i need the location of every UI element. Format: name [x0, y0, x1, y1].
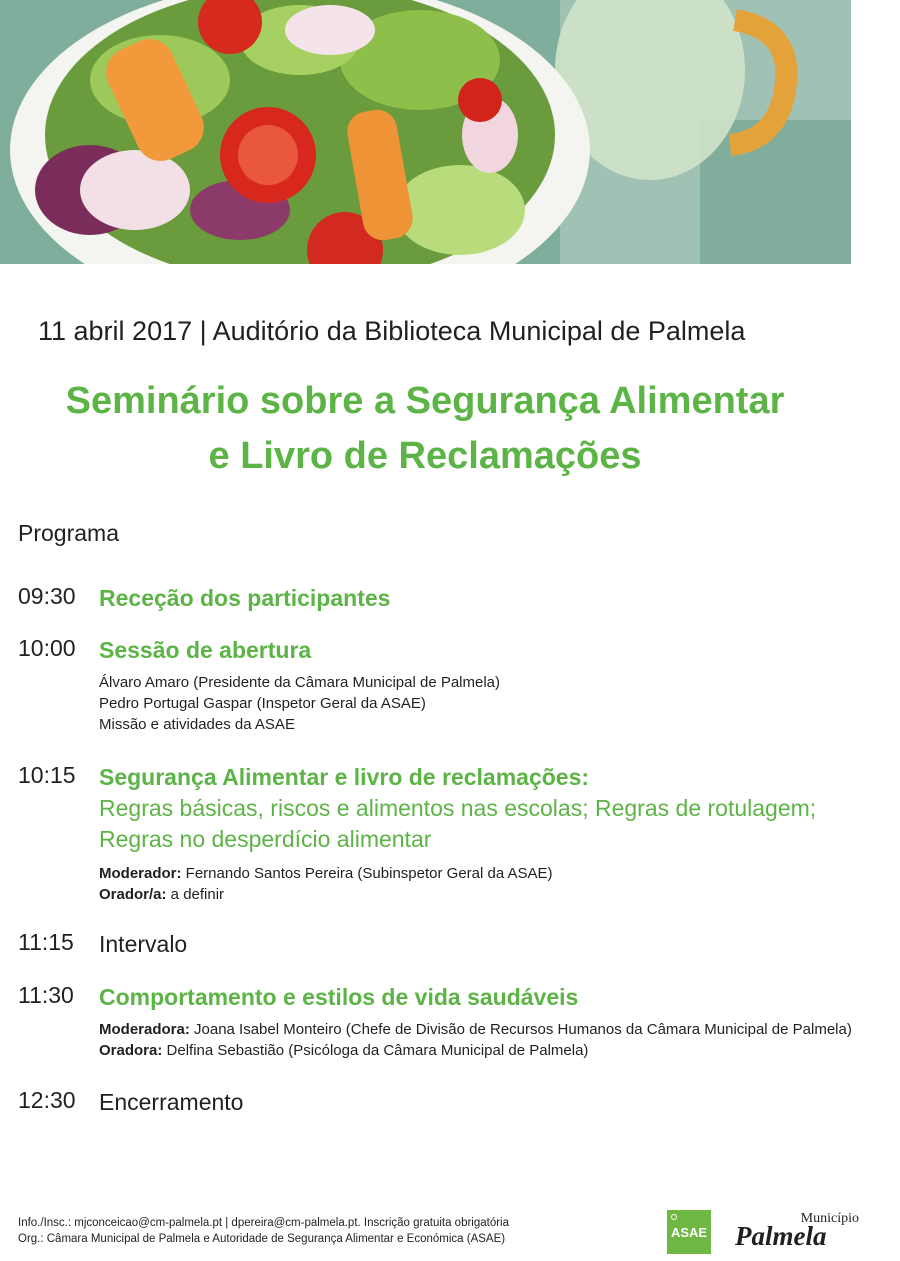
schedule-title: Segurança Alimentar e livro de reclamações:	[99, 764, 590, 790]
speaker-line	[99, 884, 889, 905]
speaker-line	[99, 1040, 889, 1061]
schedule-time: 10:00	[18, 635, 76, 661]
moderator-name: Fernando Santos Pereira (Subinspetor Geral da ASAE)	[181, 865, 553, 882]
speaker-name: Delfina Sebastião (Psicóloga da Câmara Municipal de Palmela)	[162, 1042, 589, 1059]
moderator-line	[99, 1019, 889, 1040]
moderator-label: Moderadora:	[99, 1021, 190, 1038]
palmela-logo-municipio: Município	[800, 1211, 859, 1226]
palmela-logo	[735, 1211, 865, 1251]
schedule-title: Encerramento	[99, 1089, 244, 1115]
palmela-logo-name: Palmela	[735, 1221, 827, 1251]
schedule-time: 11:30	[18, 982, 74, 1008]
footer-contact: Info./Insc.: mjconceicao@cm-palmela.pt | dpereira@cm-palmela.pt. Inscrição gratuita obrigatória	[18, 1217, 510, 1229]
schedule-detail: Pedro Portugal Gaspar (Inspetor Geral da ASAE)	[99, 695, 426, 712]
hero-salad-photo	[0, 0, 851, 264]
schedule-detail: Álvaro Amaro (Presidente da Câmara Municipal de Palmela)	[99, 674, 501, 691]
schedule-title: Intervalo	[99, 931, 188, 957]
schedule-title: Sessão de abertura	[99, 637, 312, 663]
programa-heading: Programa	[18, 520, 119, 546]
moderator-name: Joana Isabel Monteiro (Chefe de Divisão de Recursos Humanos da Câmara Municipal de Palmela)	[189, 1021, 852, 1038]
asae-dot-icon	[671, 1214, 677, 1220]
schedule-title: Comportamento e estilos de vida saudáveis	[99, 984, 579, 1010]
schedule-detail: Missão e atividades da ASAE	[99, 716, 295, 733]
speaker-label: Oradora:	[99, 1042, 163, 1059]
schedule-time: 11:15	[18, 929, 74, 955]
footer-organizers: Org.: Câmara Municipal de Palmela e Autoridade de Segurança Alimentar e Económica (ASAE)	[18, 1233, 506, 1245]
schedule-time: 09:30	[18, 583, 76, 609]
speaker-name: a definir	[166, 886, 225, 903]
seminar-title-line-1: Seminário sobre a Segurança Alimentar	[65, 380, 785, 422]
schedule-time: 10:15	[18, 762, 76, 788]
speaker-label: Orador/a:	[99, 886, 167, 903]
schedule-time: 12:30	[18, 1087, 76, 1113]
asae-logo-text: ASAE	[670, 1224, 708, 1240]
schedule-subtitle: Regras no desperdício alimentar	[99, 826, 432, 852]
footer-info	[18, 1215, 509, 1247]
asae-logo	[667, 1210, 719, 1258]
moderator-line	[99, 863, 889, 884]
event-date-location: 11 abril 2017 | Auditório da Biblioteca Municipal de Palmela	[38, 316, 746, 346]
schedule-title: Receção dos participantes	[99, 585, 391, 611]
moderator-label: Moderador:	[99, 865, 182, 882]
asae-logo-box	[667, 1210, 711, 1254]
seminar-title-line-2: e Livro de Reclamações	[208, 435, 642, 477]
schedule-subtitle: Regras básicas, riscos e alimentos nas escolas; Regras de rotulagem;	[99, 795, 817, 821]
